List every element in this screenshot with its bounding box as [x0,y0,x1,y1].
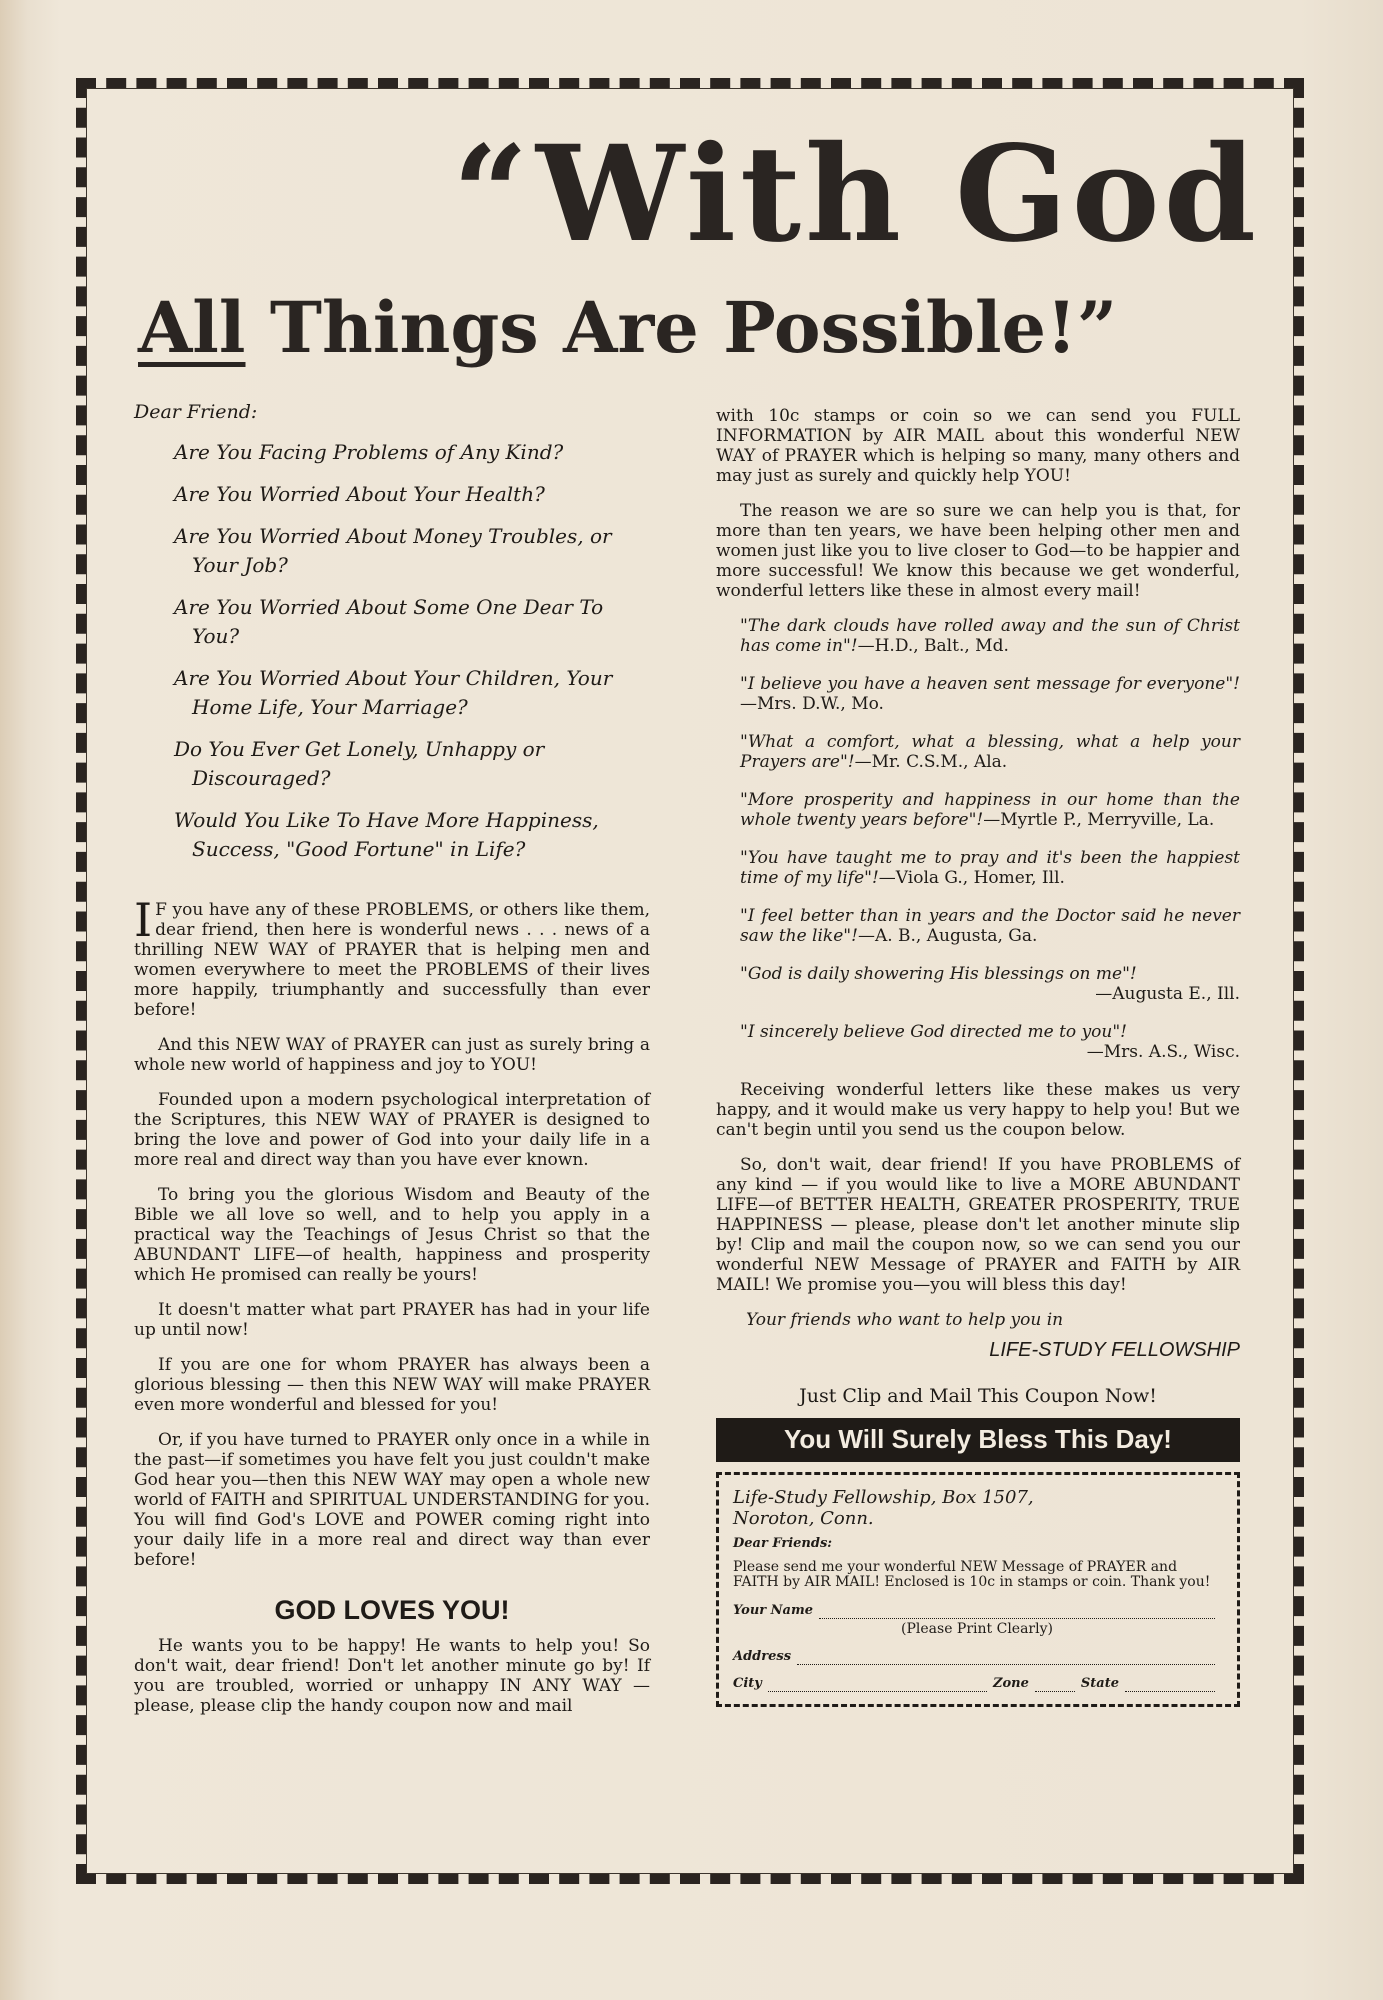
dropcap: I [134,893,153,947]
coupon-request-text: Please send me your wonderful NEW Message of PRAYER and FAITH by AIR MAIL! Enclosed is 10c in stamps or coin. Thank you! [733,1559,1211,1590]
question-3: Are You Worried About Money Troubles, or Your Job? [174,524,612,577]
question-4: Are You Worried About Some One Dear To You? [174,595,604,648]
right-column [716,406,1240,1707]
coupon-greeting: Dear Friends: [733,1536,833,1551]
intro-text: F you have any of these PROBLEMS, or others like them, dear friend, then here is wonderful news . . . news of a thrilling NEW WAY of PRAYER that is helping men and women everywhere to meet the PROBLEMS of their lives more happily, triumphantly and successfully than ever before! [134,900,650,1020]
paragraph: He wants you to be happy! He wants to help you! So don't wait, dear friend! Don't let another minute go by! If you are troubled, worried or unhappy IN ANY WAY —please, please clip the handy coupon now and mail [134,1636,650,1716]
headline-all-underlined: All [138,286,246,369]
intro-paragraph [134,893,650,1020]
zone-field[interactable] [1035,1677,1075,1692]
paragraph: Or, if you have turned to PRAYER only once in a while in the past—if sometimes you have felt you just couldn't make God hear you—then this NEW WAY may open a whole new world of FAITH and SPIRITUAL UNDERSTANDING for you. You will find God's LOVE and POWER coming right into your daily life in a more real and direct way than ever before! [134,1430,650,1570]
address-field-label: Address [733,1649,792,1664]
paragraph: It doesn't matter what part PRAYER has had in your life up until now! [134,1300,650,1340]
name-field-row [733,1602,1221,1619]
state-field-label: State [1080,1676,1119,1691]
testimonial: "More prosperity and happiness in our home than the whole twenty years before"!—Myrtle P., Merryville, La. [740,790,1240,830]
state-field[interactable] [1125,1677,1215,1692]
paragraph: with 10c stamps or coin so we can send you FULL INFORMATION by AIR MAIL about this wonderful NEW WAY of PRAYER which is helping so many, many others and may just as surely and quickly help YOU! [716,406,1240,486]
headline-line-1: “With God [452,117,1260,272]
question-5: Are You Worried About Your Children, Your Home Life, Your Marriage? [174,666,613,719]
paragraph: So, don't wait, dear friend! If you have PROBLEMS of any kind — if you would like to live a MORE ABUNDANT LIFE—of BETTER HEALTH, GREATER PROSPERITY, TRUE HAPPINESS — please, please don't let another minute slip by! Clip and mail the coupon now, so we can send you our wonderful NEW Message of PRAYER and FAITH by AIR MAIL! We promise you—you will bless this day! [716,1155,1240,1295]
testimonial: "The dark clouds have rolled away and the sun of Christ has come in"!—H.D., Balt., Md. [740,616,1240,656]
testimonial: "What a comfort, what a blessing, what a help your Prayers are"!—Mr. C.S.M., Ala. [740,732,1240,772]
salutation: Dear Friend: [134,401,258,423]
question-1: Are You Facing Problems of Any Kind? [174,440,564,464]
headline-rest: Things Are Possible!” [269,286,1118,369]
zone-field-label: Zone [993,1676,1029,1691]
question-7: Would You Like To Have More Happiness, Success, "Good Fortune" in Life? [174,808,599,861]
organization-name: LIFE-STUDY FELLOWSHIP [989,1339,1240,1361]
city-field[interactable] [768,1677,987,1692]
subheading-god-loves-you: GOD LOVES YOU! [274,1595,510,1625]
question-6: Do You Ever Get Lonely, Unhappy or Discouraged? [174,737,545,790]
question-2: Are You Worried About Your Health? [174,482,545,506]
testimonial: "I feel better than in years and the Doctor said he never saw the like"!—A. B., Augusta, Ga. [740,906,1240,946]
testimonial: "God is daily showering His blessings on me"! —Augusta E., Ill. [740,964,1240,1004]
name-field-label: Your Name [733,1603,813,1618]
city-field-label: City [733,1676,762,1691]
testimonial: "I believe you have a heaven sent message for everyone"!—Mrs. D.W., Mo. [740,674,1240,714]
clip-instruction: Just Clip and Mail This Coupon Now! [799,1385,1157,1407]
paragraph: Receiving wonderful letters like these makes us very happy, and it would make us very happy to help you! But we can't begin until you send us the coupon below. [716,1080,1240,1140]
address-field-row [733,1648,1221,1665]
paragraph: To bring you the glorious Wisdom and Beauty of the Bible we all love so well, and to help you apply in a practical way the Teachings of Jesus Christ so that the ABUNDANT LIFE—of health, happiness and prosperity which He promised can really be yours! [134,1185,650,1285]
print-note: (Please Print Clearly) [901,1621,1053,1637]
address-field[interactable] [797,1650,1215,1665]
city-field-row [733,1675,1221,1692]
headline-line-2 [138,288,1258,368]
paragraph: If you are one for whom PRAYER has always been a glorious blessing — then this NEW WAY will make PRAYER even more wonderful and blessed for you! [134,1355,650,1415]
bless-banner: You Will Surely Bless This Day! [716,1418,1240,1462]
paragraph: And this NEW WAY of PRAYER can just as surely bring a whole new world of happiness and joy to YOU! [134,1035,650,1075]
mail-coupon[interactable] [716,1472,1240,1707]
paragraph: Founded upon a modern psychological interpretation of the Scriptures, this NEW WAY of PRAYER is designed to bring the love and power of God into your daily life in a more real and direct way than you have ever known. [134,1090,650,1170]
coupon-address: Life-Study Fellowship, Box 1507, Noroton, Conn. [733,1487,1034,1529]
testimonial: "I sincerely believe God directed me to you"! —Mrs. A.S., Wisc. [740,1022,1240,1062]
signoff: Your friends who want to help you in [746,1310,1064,1330]
paragraph: The reason we are so sure we can help you is that, for more than ten years, we have been helping other men and women just like you to live closer to God—to be happier and more successful! We know this because we get wonderful, wonderful letters like these in almost every mail! [716,501,1240,601]
testimonial: "You have taught me to pray and it's been the happiest time of my life"!—Viola G., Homer, Ill. [740,848,1240,888]
name-field[interactable] [819,1604,1215,1619]
left-column [134,402,650,1731]
